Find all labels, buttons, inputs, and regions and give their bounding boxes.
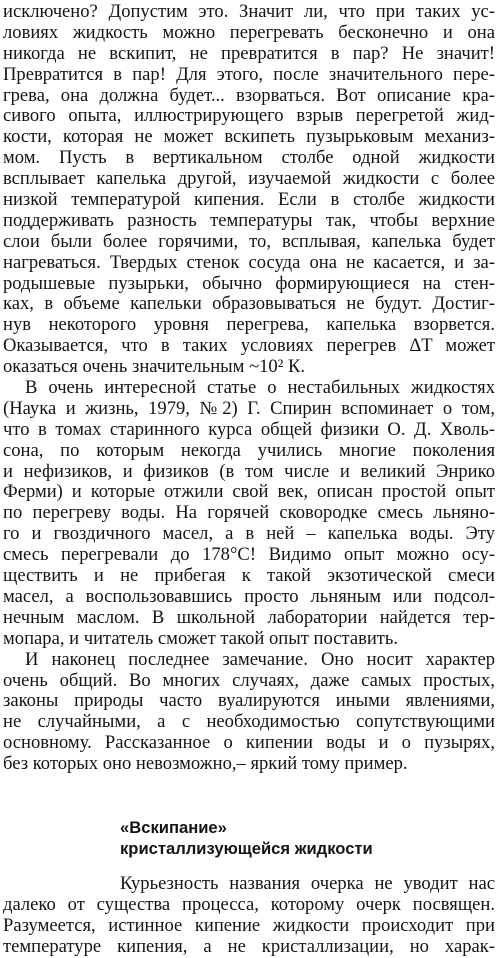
text-line: нечным маслом. В школьной лаборатории найдется тер-: [3, 606, 495, 628]
text-line: сона, по которым некогда учились многие поколения: [3, 439, 495, 461]
text-line: ловиях жидкость можно перегревать бесконечно и она: [3, 21, 495, 43]
heading-line-2: кристаллизующейся жидкости: [120, 838, 373, 858]
text-line: никогда не вскипит, не превратится в пар? Не значит!: [3, 42, 495, 64]
text-line: Курьезность названия очерка не уводит нас: [120, 872, 495, 894]
paragraph-2: [3, 378, 495, 650]
text-line: низкой температурой кипения. Если в столбе жидкости: [3, 189, 495, 211]
text-line: Разумеется, истинное кипение жидкости происходит при: [3, 914, 495, 936]
text-line: исключено? Допустим это. Значит ли, что при таких ус-: [3, 1, 495, 22]
text-line: грева, она должна будет... взорваться. Вот описание кра-: [3, 84, 495, 106]
heading-line-1: «Вскипание»: [120, 817, 227, 837]
text-line: по перегреву воды. На горячей сковородке смесь льняно-: [3, 502, 495, 524]
text-line: законы природы часто вуалируются иными явлениями,: [3, 690, 495, 712]
section-heading: [3, 817, 495, 859]
text-line: В очень интересной статье о нестабильных жидкостях: [25, 377, 495, 399]
text-line: го и гвоздичного масел, а в ней – капелька воды. Эту: [3, 523, 495, 545]
text-line: оказаться очень значительным ~10² К.: [3, 356, 306, 378]
text-line: Ферми) и которые отжили свой век, описан простой опыт: [3, 481, 495, 503]
book-page: [3, 2, 495, 958]
paragraph-1: [3, 2, 495, 378]
text-line: Оказывается, что в таких условиях перегрев ΔT может: [3, 335, 495, 357]
text-line: всплывает капелька другой, изучаемой жидкости с более: [3, 168, 495, 190]
paragraph-4: [3, 874, 495, 958]
paragraph-3: [3, 650, 495, 775]
text-line: мопара, и читатель сможет такой опыт поставить.: [3, 627, 399, 649]
text-line: (Наука и жизнь, 1979, №2) Г. Спирин вспоминает о том,: [3, 397, 495, 419]
text-line: далеко от существа процесса, которому очерк посвящен.: [3, 893, 495, 915]
text-line: ках, в объеме капельки образовываться не будут. Достиг-: [3, 293, 495, 315]
text-line: мом. Пусть в вертикальном столбе одной жидкости: [3, 147, 495, 169]
text-line: нув некоторого уровня перегрева, капелька взорвется.: [3, 314, 495, 336]
text-line: основному. Рассказанное о кипении воды и о пузырях,: [3, 732, 495, 754]
text-line: родышевые пузырьки, обычно формирующиеся на стен-: [3, 272, 495, 294]
text-line: смесь перегревали до 178°С! Видимо опыт можно осу-: [3, 544, 495, 566]
text-line: Превратится в пар! Для этого, после значительного пере-: [3, 63, 495, 85]
text-line: поддерживать разность температуры так, чтобы верхние: [3, 209, 495, 231]
section-gap: [3, 775, 495, 817]
text-line: что в томах старинного курса общей физики О. Д. Хволь-: [3, 418, 495, 440]
text-line: кости, которая не может вскипеть пузырьковым механиз-: [3, 126, 495, 148]
text-line: не случайными, а с необходимостью сопутствующими: [3, 711, 495, 733]
text-line: очень общий. Во многих случаях, даже самых простых,: [3, 669, 495, 691]
text-line: И наконец последнее замечание. Оно носит характер: [25, 648, 495, 670]
text-line: масел, а воспользовавшись просто льняным или подсол-: [3, 585, 495, 607]
heading-gap: [3, 859, 495, 874]
text-line: сивого опыта, иллюстрирующего взрыв перегретой жид-: [3, 105, 495, 127]
text-line: нагреваться. Твердых стенок сосуда она не касается, и за-: [3, 251, 495, 273]
text-line: и нефизиков, и физиков (в том числе и великий Энрико: [3, 460, 495, 482]
text-line: ществить и не прибегая к такой экзотической смеси: [3, 565, 495, 587]
text-line: температуре кипения, а не кристаллизации, но харак-: [3, 935, 495, 957]
text-line: без которых оно невозможно,– яркий тому пример.: [3, 753, 408, 775]
text-line: слои были более горячими, то, всплывая, капелька будет: [3, 230, 495, 252]
